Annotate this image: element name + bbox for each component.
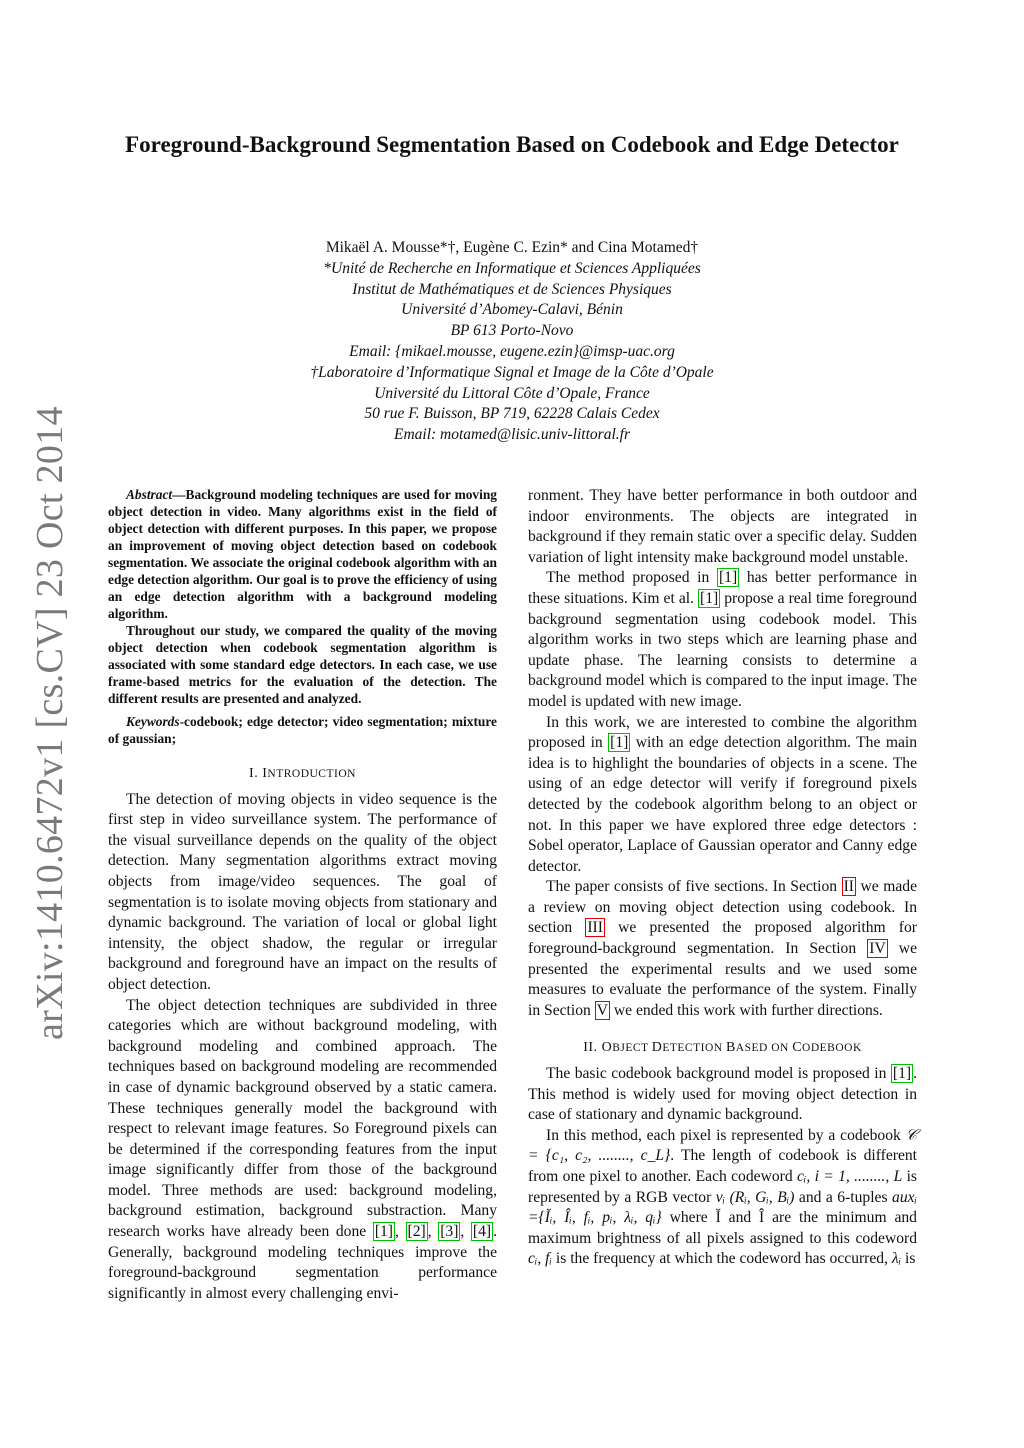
keywords-text: -codebook; edge detector; video segmentation; mixture of gaussian; (108, 714, 497, 746)
citation-link[interactable]: [1] (374, 1223, 393, 1241)
math-expression: auxᵢ ={Ĭᵢ, Îᵢ, fᵢ, pᵢ, λᵢ, qᵢ} (528, 1188, 917, 1227)
body-paragraph: In this method, each pixel is represented by a codebook 𝒞 = {c₁, c₂, ........, c_L}. The length of codebook is different from one pixel to another. Each codeword cᵢ, i = 1, ........, L is represented by a RGB vector vᵢ (Rᵢ, Gᵢ, Bᵢ) and a 6-tuples auxᵢ ={Ĭᵢ, Îᵢ, fᵢ, pᵢ, λᵢ, qᵢ} where Ĭ and Î are the minimum and maximum brightness of all pixels assigned to this codeword cᵢ, fᵢ is the frequency at which the codeword has occurred, λᵢ is (528, 1126, 917, 1268)
abstract-label: Abstract (126, 487, 173, 502)
body-paragraph: In this work, we are interested to combine the algorithm proposed in [1] with an edge detection algorithm. The main idea is to highlight the boundaries of objects in a scene. The using of an edge detector will verify if foreground pixels detected by the codebook algorithm belong to an object or not. In this paper we have explored three edge detectors : Sobel operator, Laplace of Gaussian operator and Canny edge detector. (528, 713, 918, 875)
section-link[interactable]: III (587, 919, 603, 937)
email-line: Email: motamed@lisic.univ-littoral.fr (394, 426, 630, 444)
left-column (108, 486, 497, 1304)
section-link[interactable]: IV (869, 940, 886, 958)
paper-title: Foreground-Background Segmentation Based on Codebook and Edge Detector (125, 132, 899, 157)
intro-paragraph: The object detection techniques are subdivided in three categories which are without background modeling, with background modeling and combined approach. The techniques based on background modeling are recommended in case of dynamic background observed by a static camera. These techniques generally model the background with respect to relevant image features. So Foreground pixels can be determined if the corresponding features from the input image significantly differ from those of the background model. Three methods are used: background modeling, background estimation, background substraction. Many research works have already been done [1] , [2] , [3] , [4] . Generally, background modeling techniques improve the foreground-background segmentation performance significantly in almost every challenging envi- (108, 996, 498, 1302)
body-paragraph: The basic codebook background model is proposed in [1] . This method is widely used for moving object detection in case of stationary and dynamic background. (528, 1065, 917, 1124)
affiliation-line: Université d’Abomey-Calavi, Bénin (401, 301, 623, 319)
citation-link[interactable]: [3] (440, 1223, 459, 1241)
right-column (528, 486, 917, 1270)
math-expression: vᵢ (Rᵢ, Gᵢ, Bᵢ) (715, 1188, 795, 1206)
math-expression: cᵢ, i = 1, ........, L (796, 1168, 903, 1185)
citation-link[interactable]: [1] (700, 589, 719, 607)
keywords (108, 713, 497, 747)
affiliation-line: Institut de Mathématiques et de Sciences Physiques (352, 280, 672, 298)
section-heading-introduction: I. INTRODUCTION (249, 766, 356, 781)
affiliation-line: *Unité de Recherche en Informatique et Sciences Appliquées (323, 259, 701, 277)
abstract-paragraph: Throughout our study, we compared the quality of the moving object detection when codebook segmentation algorithm is associated with some standard edge detectors. In each case, we use frame-based metrics for the evaluation of the detection. The different results are presented and analyzed. (108, 623, 497, 706)
math-expression: λᵢ (891, 1250, 902, 1268)
affiliation-line: Université du Littoral Côte d’Opale, France (374, 384, 650, 402)
citation-link[interactable]: [4] (472, 1223, 492, 1241)
affiliation-line: †Laboratoire d’Informatique Signal et Image de la Côte d’Opale (310, 363, 714, 381)
body-paragraph: ronment. They have better performance in both outdoor and indoor environments. The objects are integrated in background if they remain static over a specific delay. Sudden variation of light intensity make background model unstable. (528, 487, 917, 566)
body-paragraph: The paper consists of five sections. In Section II we made a review on moving object detection using codebook. In section III we presented the proposed algorithm for foreground-background segmentation. In Section IV we presented the experimental results and we used some measures to evaluate the performance of the system. Finally in Section V we ended this work with further directions. (528, 878, 917, 1019)
email-line: Email: {mikael.mousse, eugene.ezin}@imsp-uac.org (349, 342, 675, 360)
intro-paragraph: The detection of moving objects in video sequence is the first step in video surveillance system. The performance of the visual surveillance depends on the quality of the object detection. Many segmentation algorithms extract moving objects from image/video sequences. The goal of segmentation is to isolate moving objects from stationary and dynamic background. The variation of local or global light intensity, the object shadow, the regular or irregular background and foreground have an impact on the results of object detection. (108, 790, 497, 993)
arxiv-stamp: arXiv:1410.6472v1 [cs.CV] 23 Oct 2014 (29, 406, 71, 1040)
citation-link[interactable]: [1] (892, 1065, 912, 1083)
abstract (108, 486, 497, 622)
keywords-label: Keywords (126, 714, 180, 729)
section-link[interactable]: II (843, 878, 854, 896)
body-paragraph: The method proposed in [1] has better performance in these situations. Kim et al. [1] propose a real time foreground background segmentation using codebook model. This algorithm works in two steps which are learning phase and update phase. The learning consists to determine a background model which is compared to the input image. The model is updated with new image. (528, 569, 917, 710)
section-link[interactable]: V (596, 1001, 608, 1019)
affiliation-line: BP 613 Porto-Novo (450, 322, 574, 340)
citation-link[interactable]: [1] (610, 734, 629, 752)
section-heading-codebook: II. OBJECT DETECTION BASED ON CODEBOOK (583, 1040, 862, 1056)
math-expression: cᵢ, fᵢ (528, 1250, 552, 1268)
affiliation-line: 50 rue F. Buisson, BP 719, 62228 Calais Cedex (364, 405, 660, 423)
author-names: Mikaël A. Mousse*†, Eugène C. Ezin* and Cina Motamed† (325, 239, 699, 256)
abstract-text: —Background modeling techniques are used for moving object detection in video. Many algorithms exist in the field of object detection with different purposes. In this paper, we propose an improvement of moving object detection based on codebook segmentation. We associate the original codebook algorithm with an edge detection algorithm. Our goal is to prove the efficiency of using an edge detection algorithm with a background modeling algorithm. (108, 487, 497, 621)
author-block (150, 238, 874, 446)
citation-link[interactable]: [1] (718, 569, 738, 587)
citation-link[interactable]: [2] (407, 1223, 426, 1241)
math-expression: 𝒞 = {c₁, c₂, ........, c_L} (528, 1126, 917, 1165)
